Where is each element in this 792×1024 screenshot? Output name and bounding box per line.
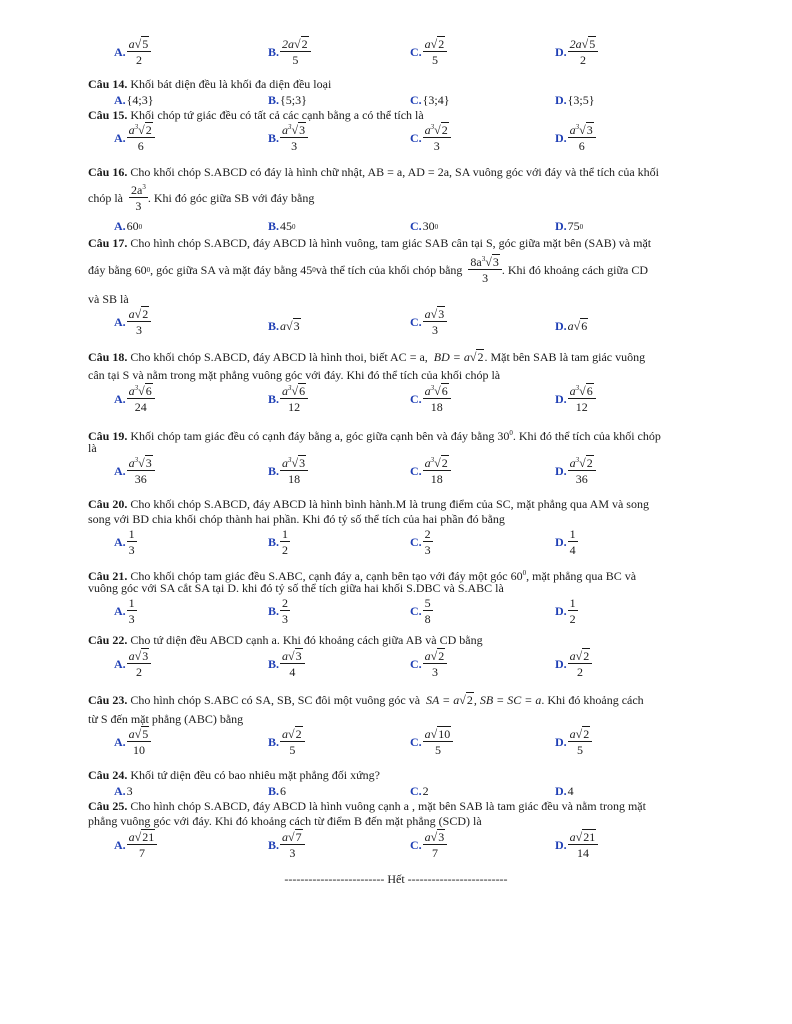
q23-answer-d: D. $\frac{a√2}{5}$: [555, 728, 592, 756]
q21-answer-b: B. $\frac{2}{3}$: [268, 596, 289, 626]
q21-text-line1: Câu 21. Cho khối chóp tam giác đều S.ABC, cạnh đáy a, cạnh bên tạo với đáy một góc $60^0$, mặt phẳng qua BC và: [88, 569, 637, 583]
q15-text: Câu 15. Khối chóp tứ giác đều có tất cả các cạnh bằng a có thể tích là: [88, 108, 424, 122]
q21-answer-d: D. $\frac{1}{2}$: [555, 596, 576, 626]
end-marker: ------------------------- Hết -------------------------: [284, 872, 508, 886]
q13-answer-d: D. $\frac{2a√5}{2}$: [555, 38, 598, 66]
q24-answer-d: D. 4: [555, 784, 574, 798]
q19-text-line2: là: [88, 441, 97, 455]
q24-answer-a: A. 3: [114, 784, 133, 798]
q17-answer-a: A. $\frac{a√2}{3}$: [114, 308, 151, 336]
q15-answer-b: B. $\frac{a^3√3}{3}$: [268, 124, 308, 152]
q22-answer-d: D. $\frac{a√2}{2}$: [555, 650, 592, 678]
q19-answer-b: B. $\frac{a^3√3}{18}$: [268, 457, 308, 485]
q18-answer-b: B. $\frac{a^3√6}{12}$: [268, 385, 308, 413]
q25-text-line2: phẳng vuông góc với đáy. Khi đó khoảng cách từ điểm B đến mặt phẳng (SCD) là: [88, 814, 482, 828]
q18-text-line2: cân tại S và nằm trong mặt phẳng vuông góc với đáy. Khi đó thể tích của khối chóp là: [88, 368, 501, 382]
q13-answer-b: B. $\frac{2a√2}{5}$: [268, 38, 311, 66]
q14-text: Câu 14. Khối bát diện đều là khối đa diện đều loại: [88, 77, 332, 91]
q21-answer-a: A. $\frac{1}{3}$: [114, 596, 135, 626]
q17-answer-b: B. a √ 3: [268, 318, 300, 333]
q15-answer-d: D. $\frac{a^3√3}{6}$: [555, 124, 596, 152]
q22-text: Câu 22. Cho tứ diện đều ABCD cạnh a. Khi đó khoảng cách giữa AB và CD bằng: [88, 633, 483, 647]
q19-answer-a: A. $\frac{a^3√3}{36}$: [114, 457, 155, 485]
q15-answer-a: A. $\frac{a^3√2}{6}$: [114, 124, 155, 152]
q20-answer-c: C. $\frac{2}{3}$: [410, 527, 431, 557]
q17-answer-d: D. a √ 6: [555, 318, 588, 333]
q23-answer-b: B. $\frac{a√2}{5}$: [268, 728, 305, 756]
q17-text-line3: và SB là: [88, 292, 129, 306]
q22-answer-a: A. $\frac{a√3}{2}$: [114, 650, 151, 678]
q24-answer-b: B. 6: [268, 784, 287, 798]
q23-answer-a: A. $\frac{a√5}{10}$: [114, 728, 151, 756]
q18-text-line1: Câu 18. Cho khối chóp S.ABCD, đáy ABCD là hình thoi, biết AC = a, BD = a√2. Mặt bên SAB là tam giác vuông: [88, 350, 646, 364]
q18-answer-d: D. $\frac{a^3√6}{12}$: [555, 385, 596, 413]
q18-answer-a: A. $\frac{a^3√6}{24}$: [114, 385, 155, 413]
q20-answer-a: A. $\frac{1}{3}$: [114, 527, 135, 557]
q19-answer-c: C. $\frac{a^3√2}{18}$: [410, 457, 451, 485]
q18-answer-c: C. $\frac{a^3√6}{18}$: [410, 385, 451, 413]
q20-answer-b: B. $\frac{1}{2}$: [268, 527, 289, 557]
q16-answer-c: C. 30 0: [410, 219, 439, 233]
q19-answer-d: D. $\frac{a^3√2}{36}$: [555, 457, 596, 485]
q13-answer-a: A. $\frac{a√5}{2}$: [114, 38, 151, 66]
q16-answer-a: A. 60 0: [114, 219, 143, 233]
q25-answer-d: D. $\frac{a√21}{14}$: [555, 831, 598, 859]
q22-answer-b: B. $\frac{a√3}{4}$: [268, 650, 305, 678]
q21-text-line2: vuông góc với SA cắt SA tại D. khi đó tỷ số thể tích giữa hai khối S.DBC và S.ABC là: [88, 581, 504, 595]
q23-text-line2: từ S đến mặt phẳng (ABC) bằng: [88, 712, 244, 726]
q13-answer-c: C. $\frac{a√2}{5}$: [410, 38, 447, 66]
q14-answer-c: C. {3;4}: [410, 93, 450, 107]
q21-answer-c: C. $\frac{5}{8}$: [410, 596, 431, 626]
q16-answer-d: D. 75 0: [555, 219, 584, 233]
q25-text-line1: Câu 25. Cho hình chóp S.ABCD, đáy ABCD là hình vuông cạnh a , mặt bên SAB là tam giác đều và nằm trong mặt: [88, 799, 646, 813]
q17-volume-fraction: $\frac{8a^3√3}{3}$: [468, 256, 501, 284]
q14-answer-d: D. {3;5}: [555, 93, 595, 107]
q20-text-line2: song với BD chia khối chóp thành hai phần. Khi đó tỷ số thể tích của hai phần đó bằng: [88, 512, 505, 526]
q24-answer-c: C. 2: [410, 784, 429, 798]
q14-answer-a: A. {4;3}: [114, 93, 154, 107]
q14-answer-b: B. {5;3}: [268, 93, 307, 107]
q16-text-line1: Câu 16. Cho khối chóp S.ABCD có đáy là hình chữ nhật, AB = a, AD = 2a, SA vuông góc với đáy và thể tích của khối: [88, 165, 659, 179]
q25-answer-b: B. $\frac{a√7}{3}$: [268, 831, 305, 859]
q22-answer-c: C. $\frac{a√2}{3}$: [410, 650, 447, 678]
q17-text-line1: Câu 17. Cho hình chóp S.ABCD, đáy ABCD là hình vuông, tam giác SAB cân tại S, góc giữa mặt bên (SAB) và mặt: [88, 236, 652, 250]
q19-text-line1: Câu 19. Khối chóp tam giác đều có cạnh đáy bằng a, góc giữa cạnh bên và đáy bằng $30^0$. Khi đó thể tích của khối chóp: [88, 429, 661, 443]
q17-text-line2: đáy bằng 60 0 , góc giữa SA và mặt đáy bằng 45 0 và thể tích của khối chóp bằng $\frac{8a^3√3}{3}$ . Khi đó khoảng cách giữa CD: [88, 255, 648, 285]
q20-text-line1: Câu 20. Cho khối chóp S.ABCD, đáy ABCD là hình bình hành.M là trung điểm của SC, mặt phẳng qua AM và song: [88, 497, 649, 511]
q25-answer-a: A. $\frac{a√21}{7}$: [114, 831, 157, 859]
q23-text-line1: Câu 23. Cho hình chóp S.ABC có SA, SB, SC đôi một vuông góc và SA = a√2, SB = SC = a. Khi đó khoảng cách: [88, 693, 644, 707]
q24-text: Câu 24. Khối tứ diện đều có bao nhiêu mặt phẳng đối xứng?: [88, 768, 380, 782]
q16-answer-b: B. 45 0: [268, 219, 296, 233]
q23-answer-c: C. $\frac{a√10}{5}$: [410, 728, 453, 756]
q16-volume-fraction: $\frac{2a^3}{3}$: [131, 183, 146, 213]
q17-answer-c: C. $\frac{a√3}{3}$: [410, 308, 447, 336]
q16-text-line2: chóp là $\frac{2a^3}{3}$ . Khi đó góc giữa SB với đáy bằng: [88, 183, 315, 213]
q20-answer-d: D. $\frac{1}{4}$: [555, 527, 576, 557]
q15-answer-c: C. $\frac{a^3√2}{3}$: [410, 124, 451, 152]
q25-answer-c: C. $\frac{a√3}{7}$: [410, 831, 447, 859]
